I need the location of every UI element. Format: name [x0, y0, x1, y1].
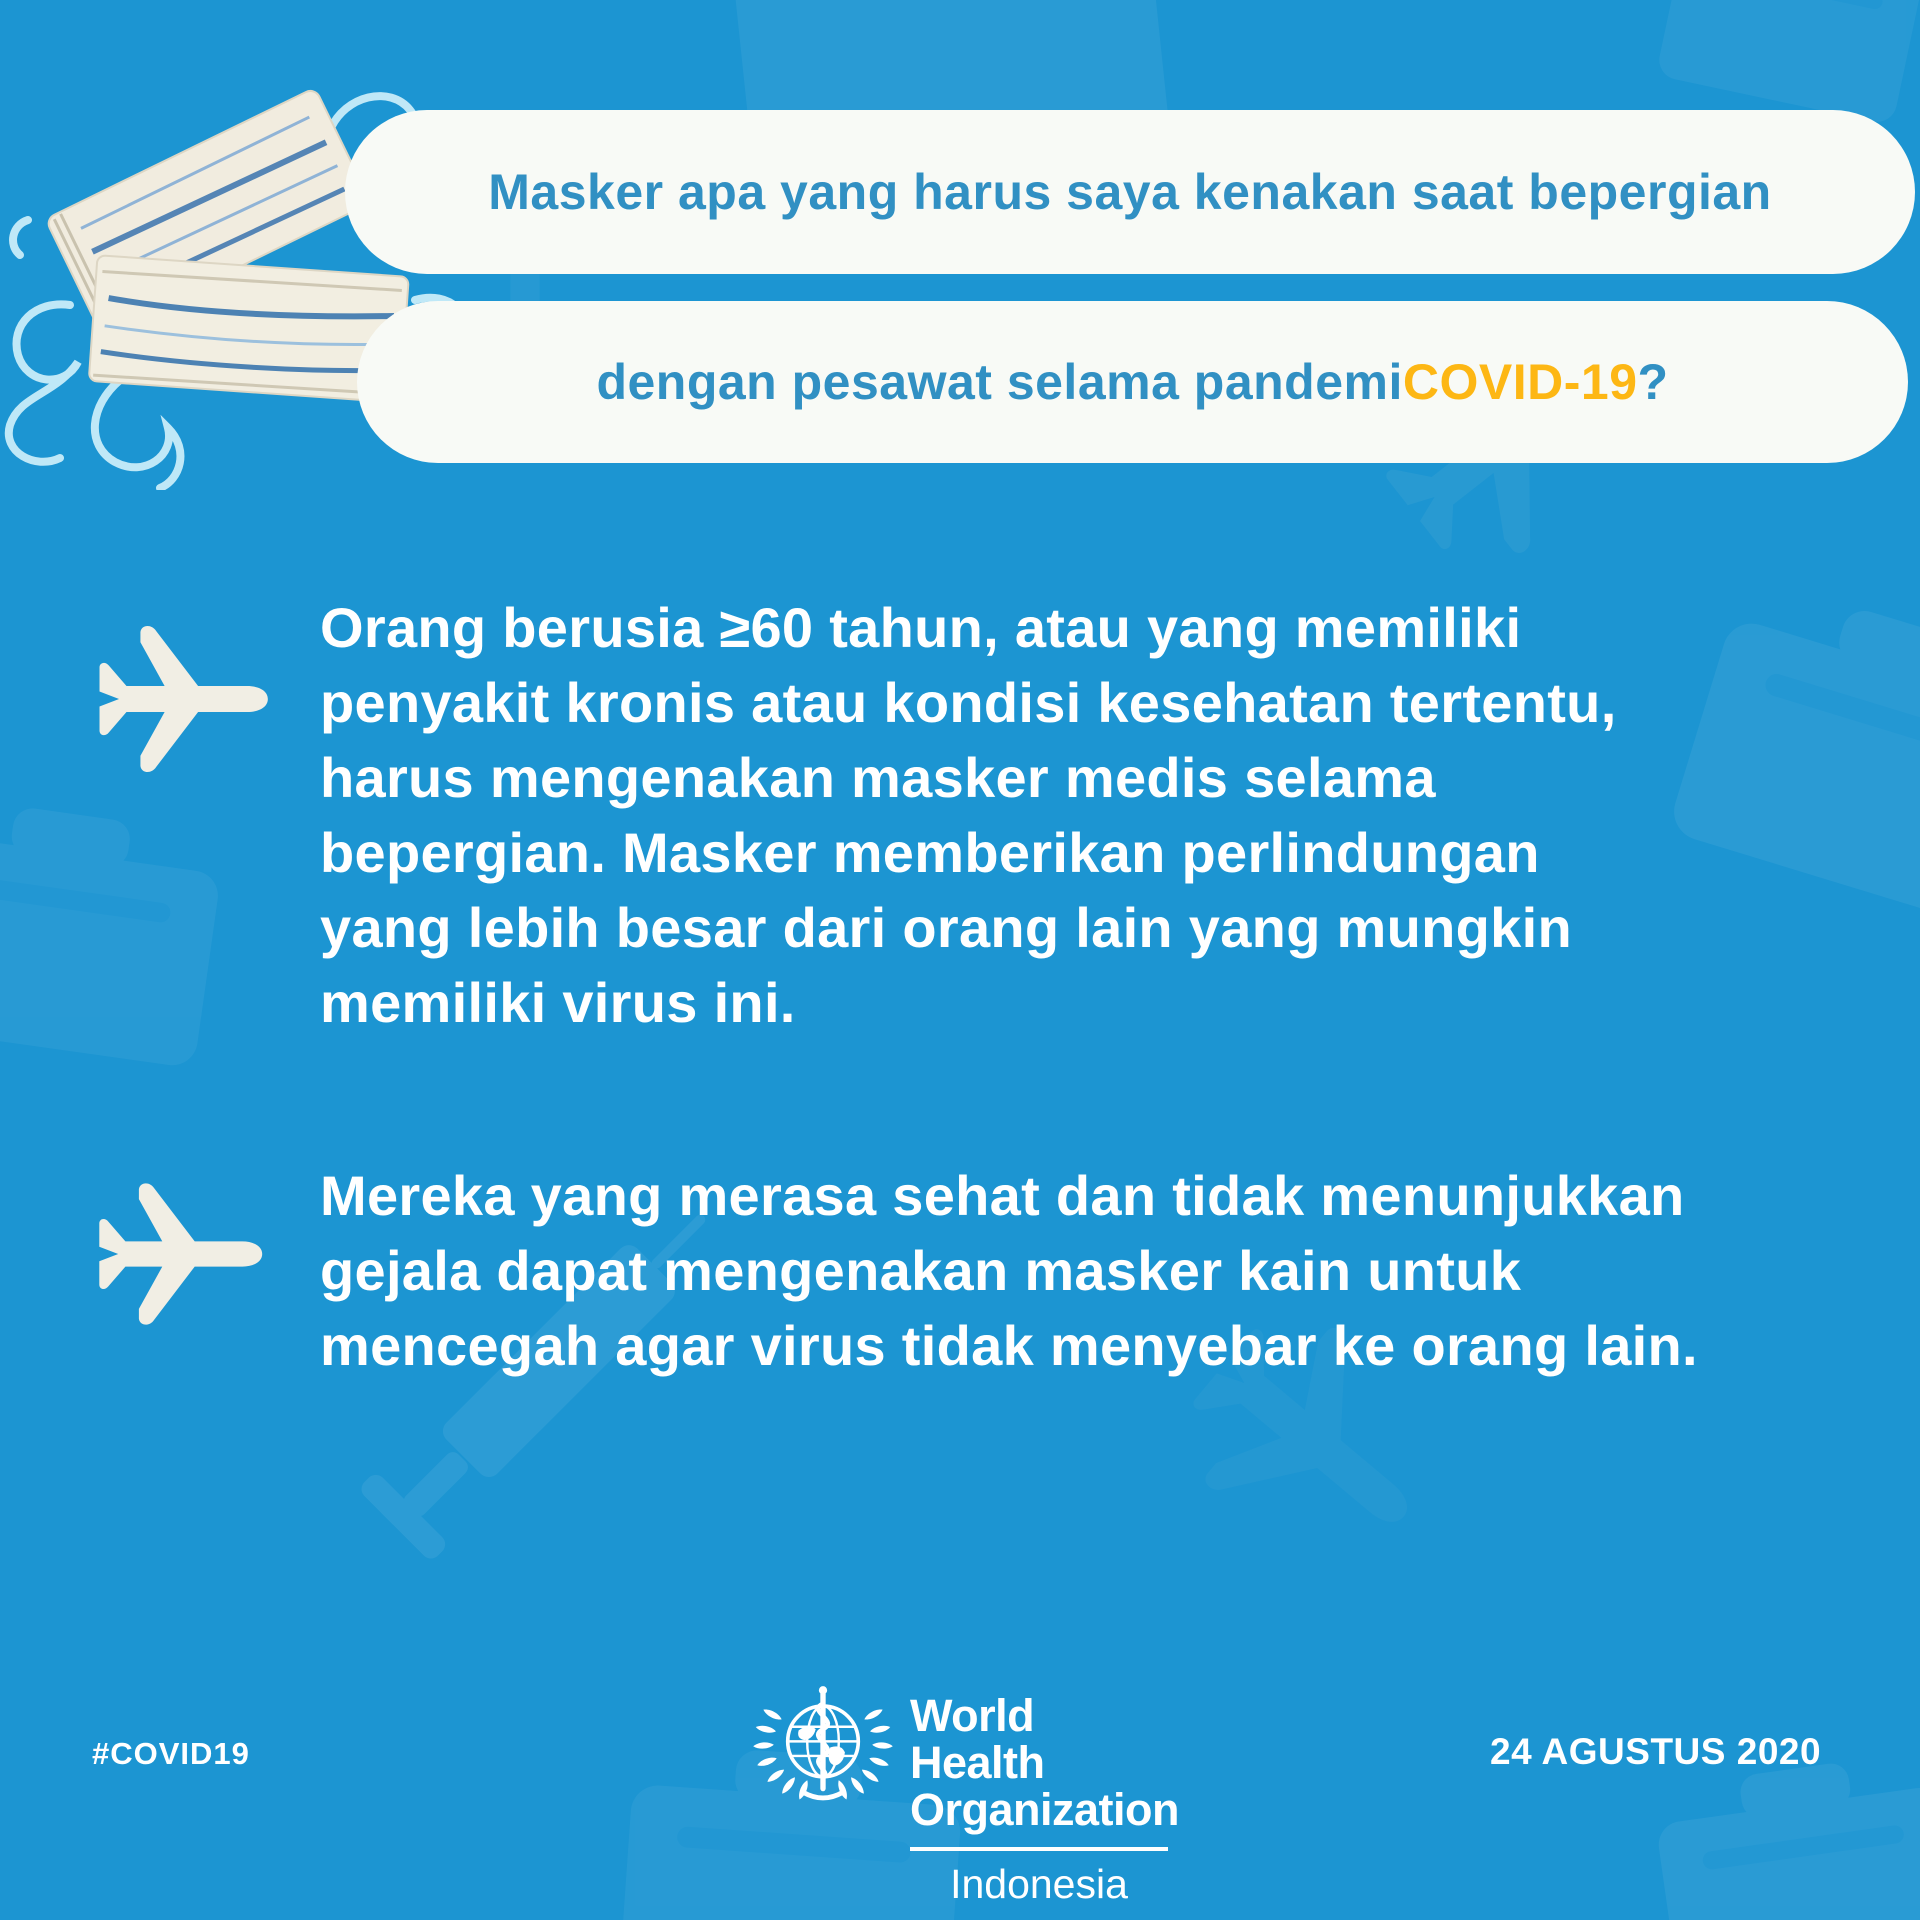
who-emblem-icon	[748, 1672, 898, 1818]
who-wordmark	[910, 1672, 1180, 1908]
bullet-2-line-3: mencegah agar virus tidak menyebar ke orang lain.	[320, 1314, 1698, 1377]
bullet-2-line-1: Mereka yang merasa sehat dan tidak menunjukkan	[320, 1164, 1685, 1227]
bullet-1-line-4: bepergian. Masker memberikan perlindungan	[320, 821, 1540, 884]
bullet-1-line-5: yang lebih besar dari orang lain yang mungkin	[320, 896, 1572, 959]
bullet-1-line-6: memiliki virus ini.	[320, 971, 796, 1034]
who-divider	[910, 1847, 1168, 1851]
bullet-1-text	[320, 590, 1780, 1040]
bullet-2-text	[320, 1158, 1820, 1383]
covid19-hashtag: #COVID19	[92, 1736, 250, 1771]
who-region-label: Indonesia	[950, 1861, 1128, 1907]
question-text-line2-prefix: dengan pesawat selama pandemi	[596, 354, 1403, 410]
bullet-1-line-3: harus mengenakan masker medis selama	[320, 746, 1436, 809]
covid-19-highlight: COVID-19	[1402, 354, 1638, 410]
airplane-icon	[93, 606, 279, 792]
publication-date: 24 AGUSTUS 2020	[1490, 1731, 1822, 1772]
question-text-line1: Masker apa yang harus saya kenakan saat bepergian	[488, 164, 1772, 220]
bullet-1-line-1: Orang berusia ≥60 tahun, atau yang memiliki	[320, 596, 1522, 659]
bullet-2-line-2: gejala dapat mengenakan masker kain untuk	[320, 1239, 1522, 1302]
airplane-icon	[93, 1164, 273, 1344]
bullet-1-line-2: penyakit kronis atau kondisi kesehatan tertentu,	[320, 671, 1617, 734]
who-name-line1: World Health	[910, 1690, 1045, 1788]
question-bubble-line2	[357, 301, 1908, 463]
question-bubble-line1	[345, 110, 1915, 274]
who-name-line2: Organization	[910, 1784, 1180, 1835]
question-text-line2-suffix: ?	[1637, 354, 1669, 410]
who-logo-block	[748, 1672, 1180, 1908]
